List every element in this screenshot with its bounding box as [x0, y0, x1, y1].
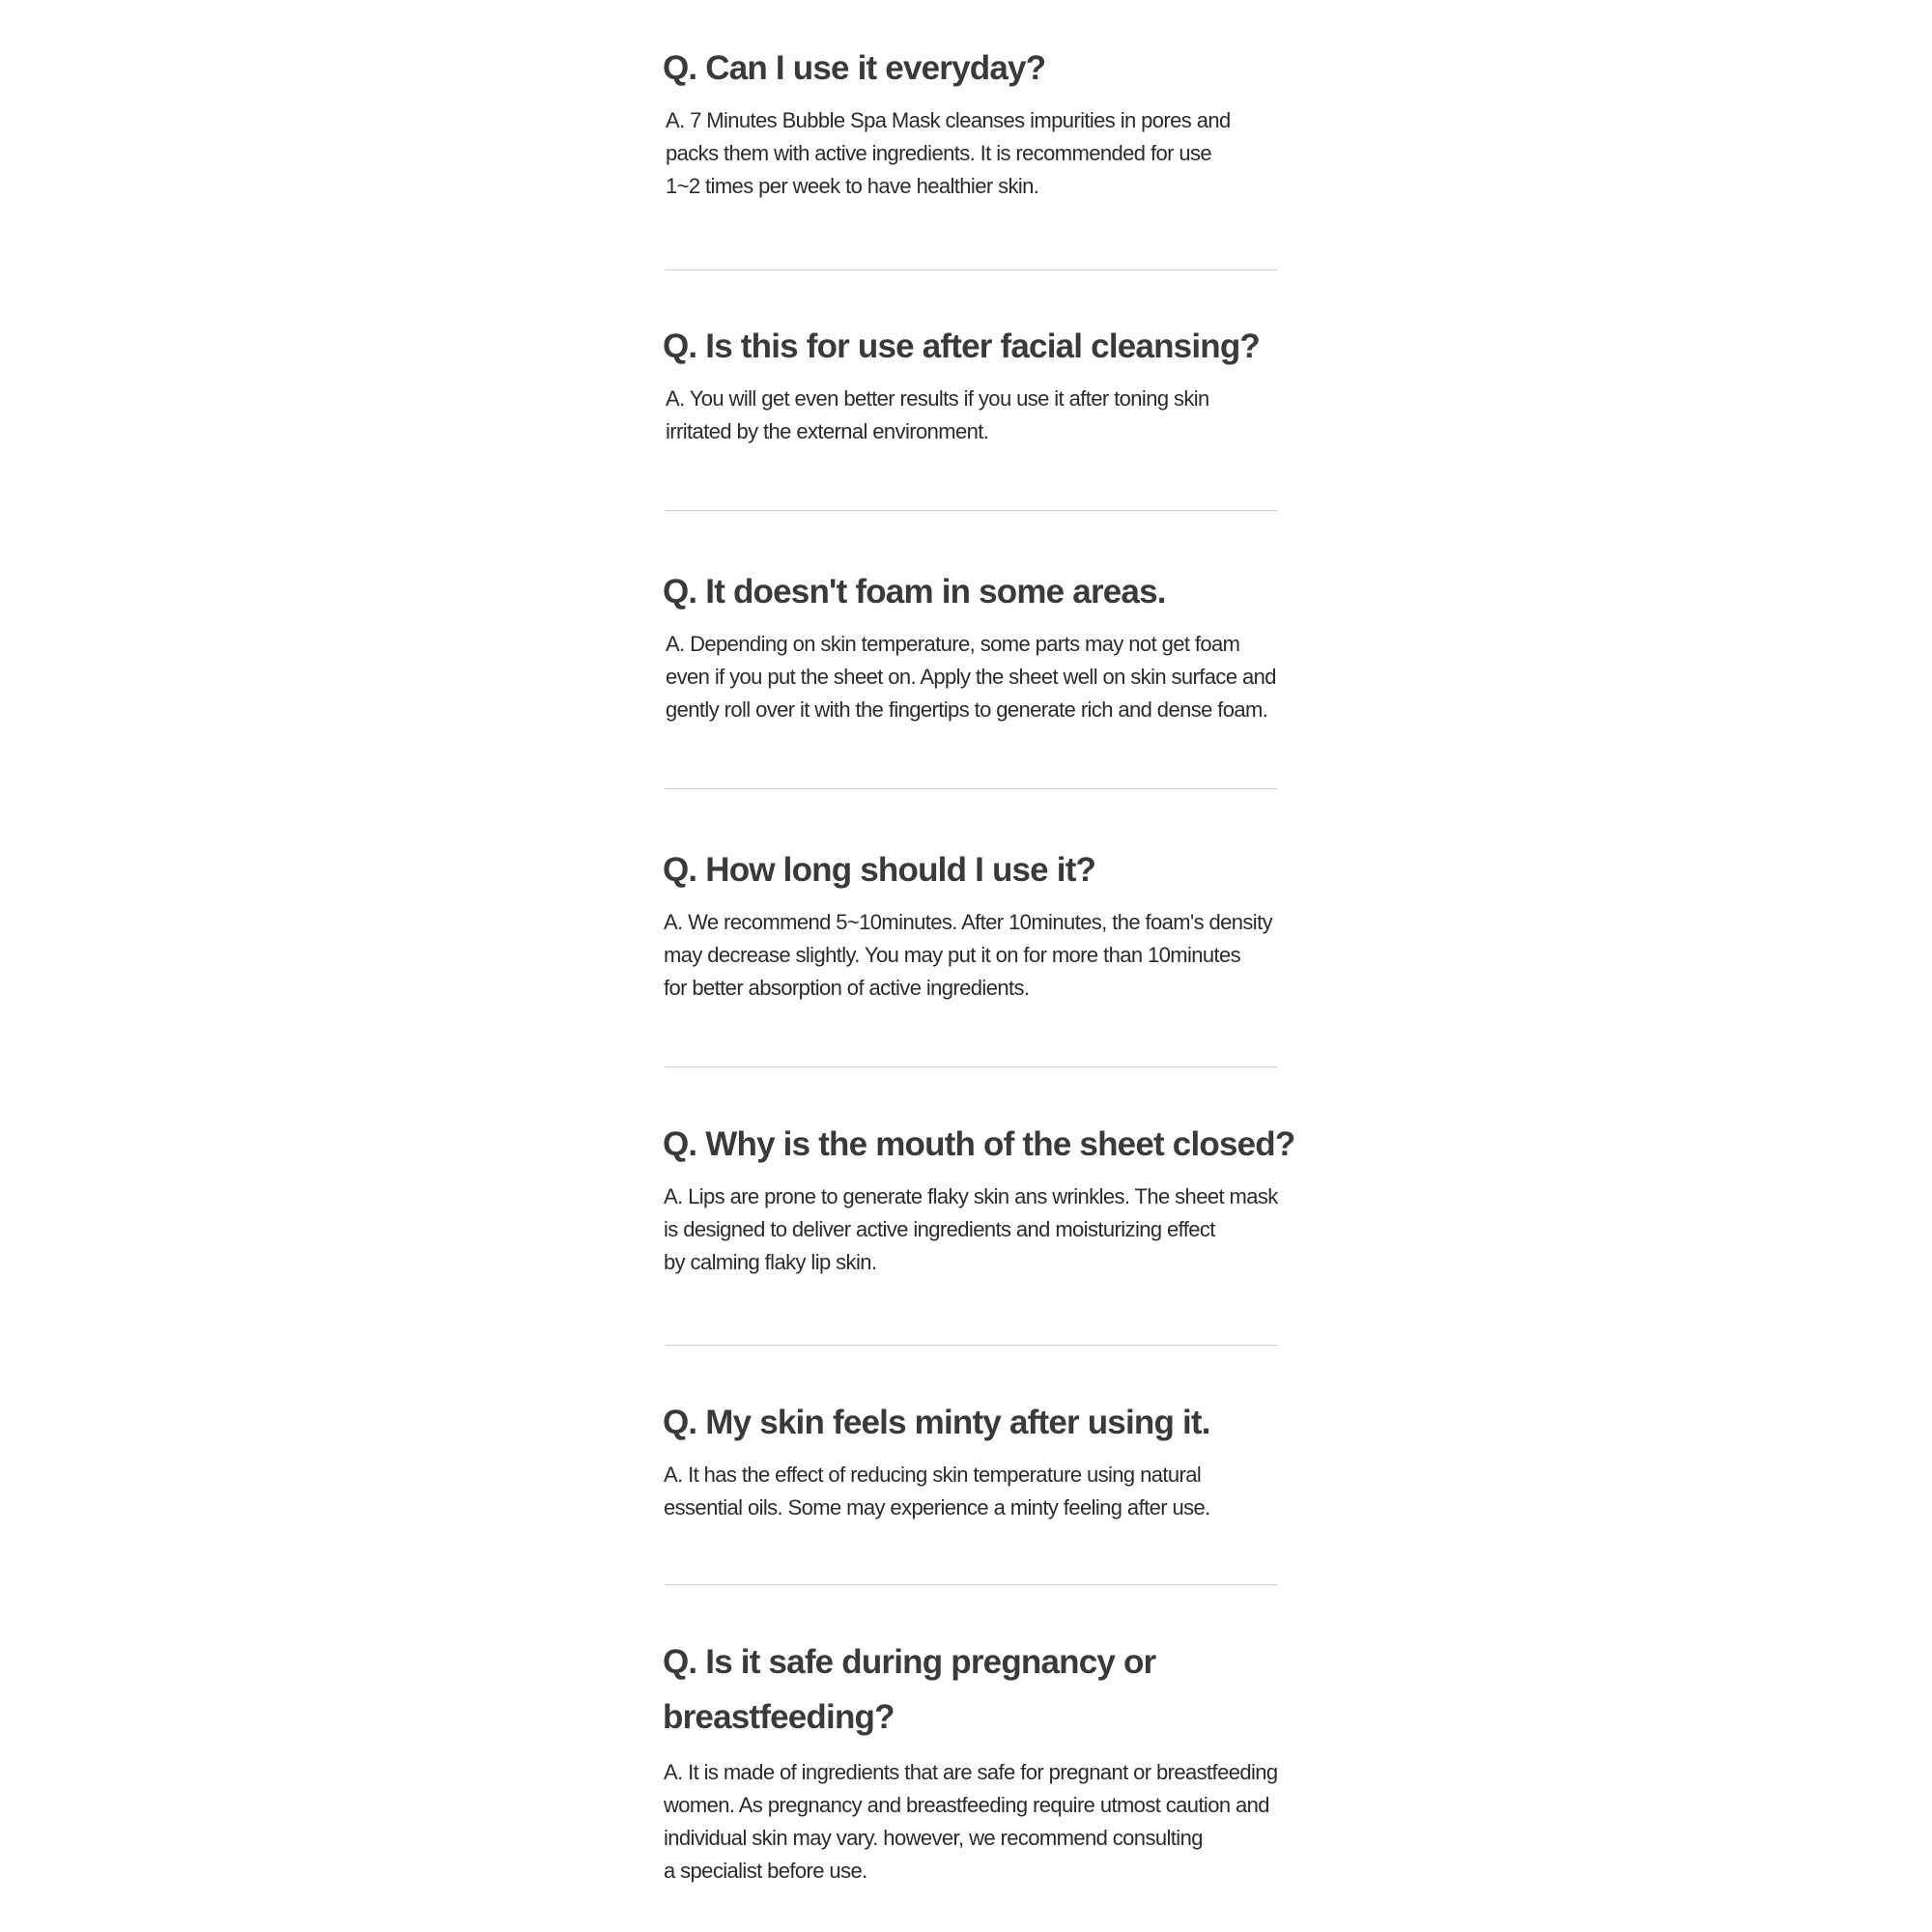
faq-answer — [663, 1180, 1281, 1279]
faq-question: Q. How long should I use it? — [663, 851, 1096, 889]
answer-line: even if you put the sheet on. Apply the sheet well on skin surface and — [666, 665, 1276, 689]
answer-line: by calming flaky lip skin. — [664, 1250, 877, 1274]
answer-line: A. It is made of ingredients that are safe for pregnant or breastfeeding — [664, 1760, 1278, 1784]
faq-answer — [663, 906, 1281, 1005]
answer-line: 1~2 times per week to have healthier skin. — [666, 174, 1039, 198]
answer-line: A. We recommend 5~10minutes. After 10minutes, the foam's density — [664, 910, 1273, 934]
faq-item-duration — [663, 842, 1281, 1005]
faq-answer — [663, 1756, 1281, 1888]
faq-divider — [665, 1066, 1277, 1067]
answer-line: A. Lips are prone to generate flaky skin ans wrinkles. The sheet mask — [664, 1184, 1278, 1208]
faq-item-after-cleansing — [663, 319, 1281, 448]
answer-line: may decrease slightly. You may put it on for more than 10minutes — [664, 943, 1241, 967]
answer-line: A. You will get even better results if you use it after toning skin — [666, 386, 1209, 411]
answer-line: A. Depending on skin temperature, some parts may not get foam — [666, 632, 1240, 656]
answer-line: a specialist before use. — [664, 1859, 867, 1883]
faq-question: Q. Is it safe during pregnancy or breastfeeding? — [663, 1643, 1156, 1736]
faq-item-sheet-mouth — [663, 1117, 1295, 1279]
answer-line: essential oils. Some may experience a minty feeling after use. — [664, 1495, 1210, 1520]
faq-question: Q. Why is the mouth of the sheet closed? — [663, 1125, 1295, 1163]
faq-question: Q. Is this for use after facial cleansing? — [663, 327, 1260, 365]
answer-line: gently roll over it with the fingertips to generate rich and dense foam. — [666, 697, 1268, 722]
faq-divider — [665, 510, 1277, 511]
faq-question: Q. Can I use it everyday? — [663, 49, 1046, 87]
faq-item-everyday-use — [663, 41, 1281, 203]
answer-line: packs them with active ingredients. It is recommended for use — [666, 141, 1212, 165]
faq-divider — [665, 1584, 1277, 1585]
faq-item-pregnancy — [663, 1634, 1281, 1888]
faq-divider — [665, 1345, 1277, 1346]
faq-divider — [665, 788, 1277, 789]
answer-line: A. 7 Minutes Bubble Spa Mask cleanses impurities in pores and — [666, 108, 1231, 132]
answer-line: is designed to deliver active ingredients and moisturizing effect — [664, 1217, 1215, 1241]
answer-line: A. It has the effect of reducing skin temperature using natural — [664, 1463, 1202, 1487]
answer-line: individual skin may vary. however, we recommend consulting — [664, 1826, 1203, 1850]
answer-line: women. As pregnancy and breastfeeding require utmost caution and — [664, 1793, 1269, 1817]
faq-item-minty-feeling — [663, 1395, 1281, 1524]
answer-line: irritated by the external environment. — [666, 419, 989, 443]
faq-item-foam-areas — [663, 564, 1281, 726]
faq-question: Q. It doesn't foam in some areas. — [663, 573, 1166, 611]
faq-question: Q. My skin feels minty after using it. — [663, 1404, 1210, 1441]
faq-answer — [663, 1459, 1281, 1524]
faq-answer — [663, 104, 1281, 203]
answer-line: for better absorption of active ingredients. — [664, 976, 1030, 1000]
faq-answer — [663, 383, 1281, 448]
faq-answer — [663, 628, 1281, 726]
